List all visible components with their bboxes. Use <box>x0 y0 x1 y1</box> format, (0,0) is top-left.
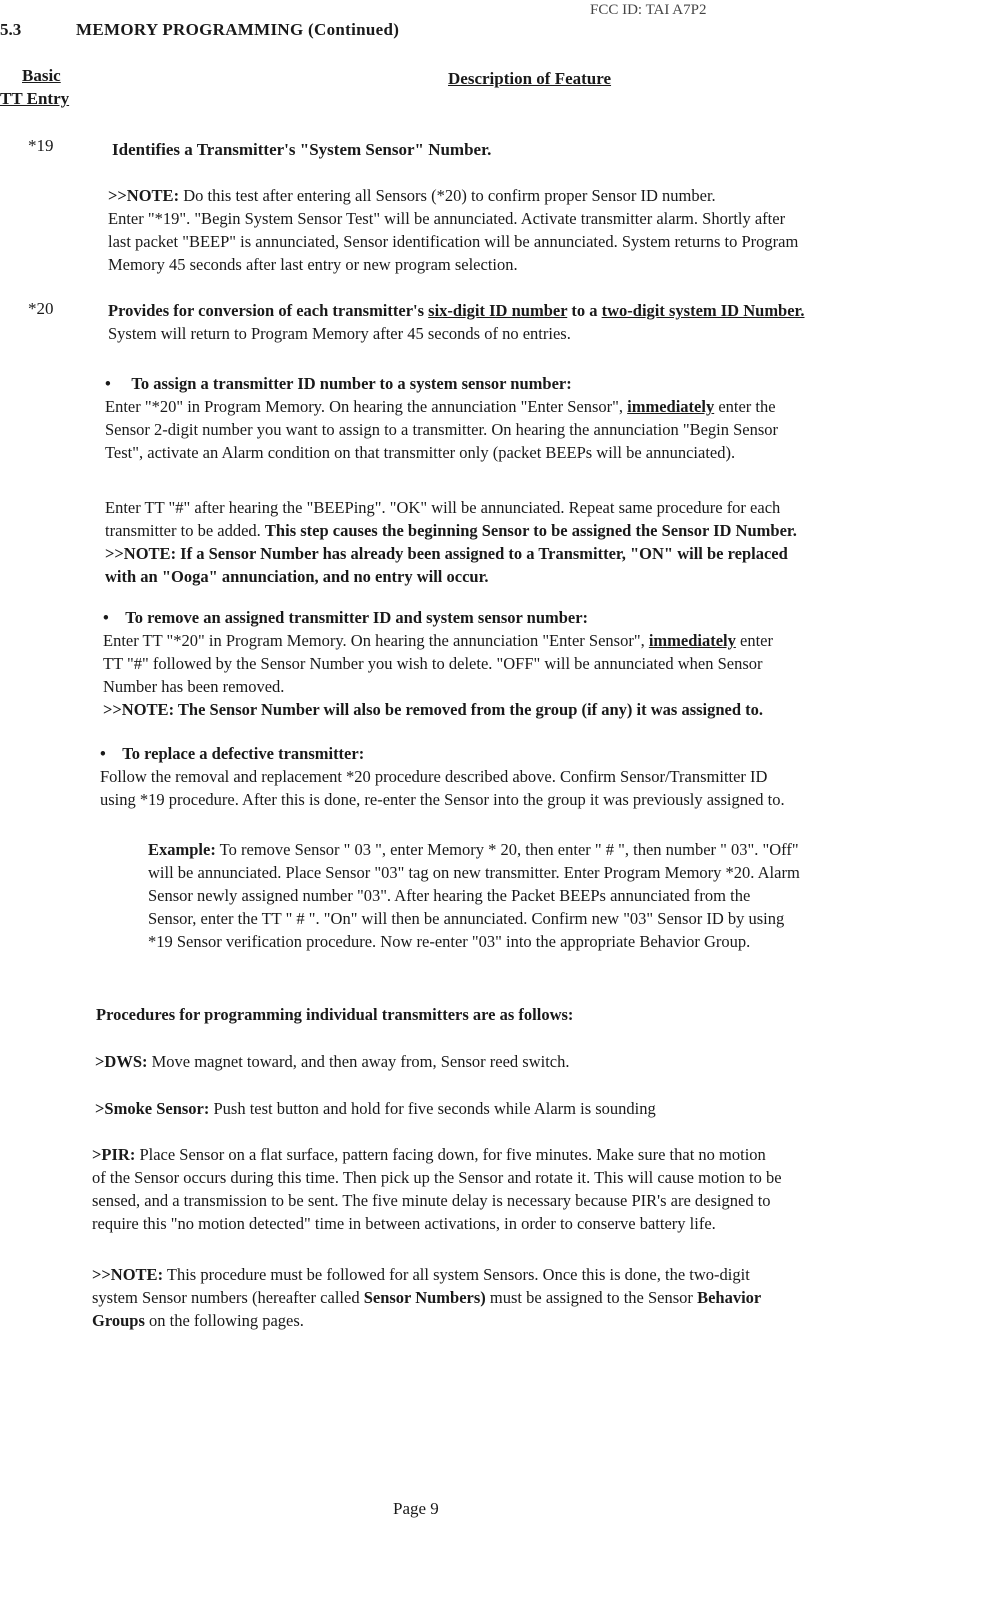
section-title: MEMORY PROGRAMMING (Continued) <box>76 20 400 39</box>
column-header-description: Description of Feature <box>448 69 612 88</box>
entry-code-20: *20 <box>28 299 54 318</box>
column-header-basic: Basic <box>22 66 61 85</box>
remove-heading: To remove an assigned transmitter ID and system sensor number: <box>125 608 589 627</box>
entry-20-body: Provides for conversion of each transmitter's six-digit ID number to a two-digit system ID Number. System will return to Program Memory after 45 seconds of no entries. <box>108 301 805 343</box>
section-number: 5.3 <box>0 20 22 39</box>
example-label: Example: <box>148 840 216 859</box>
replace-section: • To replace a defective transmitter: Follow the removal and replacement *20 procedure described above. Confirm Sensor/Transmitter ID using *19 procedure. After this is done, re-enter the Sensor into the group it was previously assigned to. <box>100 744 785 809</box>
remove-note: >>NOTE: The Sensor Number will also be removed from the group (if any) it was assigned to. <box>103 700 764 719</box>
entry-19-body: >>NOTE: Do this test after entering all Sensors (*20) to confirm proper Sensor ID number. Enter "*19". "Begin System Sensor Test" will be annunciated. Activate transmitter alarm. Shortly after last packet "BEEP" is annunciated, Sensor identification will be annunciated. System returns to Program Memory 45 seconds after last entry or new program selection. <box>108 186 799 274</box>
assign-heading: To assign a transmitter ID number to a system sensor number: <box>131 374 572 393</box>
procedure-pir: >PIR: Place Sensor on a flat surface, pattern facing down, for five minutes. Make sure that no motion of the Sensor occurs during this time. Then pick up the Sensor and rotate it. This will cause motion to be sensed, and a transmission to be sent. The five minute delay is necessary because PIR's are designed to require this "no motion detected" time in between activations, in order to conserve battery life. <box>92 1145 782 1233</box>
entry-19-title: Identifies a Transmitter's "System Sensor" Number. <box>112 140 492 159</box>
final-note: >>NOTE: This procedure must be followed for all system Sensors. Once this is done, the two-digit system Sensor numbers (hereafter called Sensor Numbers) must be assigned to the Sensor Behavior Groups on the following pages. <box>92 1265 762 1330</box>
fcc-id: FCC ID: TAI A7P2 <box>590 2 707 18</box>
bullet: • <box>100 744 106 763</box>
bullet: • <box>105 374 111 393</box>
assign-section: • To assign a transmitter ID number to a system sensor number: Enter "*20" in Program Memory. On hearing the annunciation "Enter Sensor", immediately enter the Sensor 2-digit number you want to assign to a transmitter. On hearing the annunciation "Begin Sensor Test", activate an Alarm condition on that transmitter only (packet BEEPs will be annunciated). <box>105 374 779 462</box>
remove-section: • To remove an assigned transmitter ID and system sensor number: Enter TT "*20" in Program Memory. On hearing the annunciation "Enter Sensor", immediately enter TT "#" followed by the Sensor Number you wish to delete. "OFF" will be annunciated when Sensor Number has been removed. >>NOTE: The Sensor Number will also be removed from the group (if any) it was assigned to. <box>103 606 978 721</box>
procedure-smoke: >Smoke Sensor: Push test button and hold for five seconds while Alarm is sounding <box>95 1099 656 1118</box>
example-block: Example: To remove Sensor " 03 ", enter Memory * 20, then enter " # ", then number " 03". "Off" will be annunciated. Place Sensor "03" tag on new transmitter. Enter Program Memory *20. Alarm Sensor newly assigned number "03". After hearing the Packet BEEPs annunciated from the Sensor, enter the TT " # ". "On" will then be annunciated. Confirm new "03" Sensor ID by using *19 Sensor verification procedure. Now re-enter "03" into the appropriate Behavior Group. <box>148 840 800 951</box>
note-label: >>NOTE: <box>108 186 180 205</box>
procedures-heading: Procedures for programming individual transmitters are as follows: <box>96 1005 574 1024</box>
entry-code-19: *19 <box>28 136 54 155</box>
column-header-tt-entry: TT Entry <box>0 89 70 108</box>
procedure-dws: >DWS: Move magnet toward, and then away from, Sensor reed switch. <box>95 1052 570 1071</box>
assign-note: >>NOTE: If a Sensor Number has already been assigned to a Transmitter, "ON" will be replaced <box>105 544 788 563</box>
assign-section-2: Enter TT "#" after hearing the "BEEPing". "OK" will be annunciated. Repeat same procedure for each transmitter to be added. This step causes the beginning Sensor to be assigned the Sensor ID Number. >>NOTE: If a Sensor Number has already been assigned to a Transmitter, "ON" will be replaced with an "Ooga" annunciation, and no entry will occur. <box>105 496 980 588</box>
page-number: Page 9 <box>393 1499 439 1518</box>
replace-heading: To replace a defective transmitter: <box>122 744 365 763</box>
bullet: • <box>103 608 109 627</box>
